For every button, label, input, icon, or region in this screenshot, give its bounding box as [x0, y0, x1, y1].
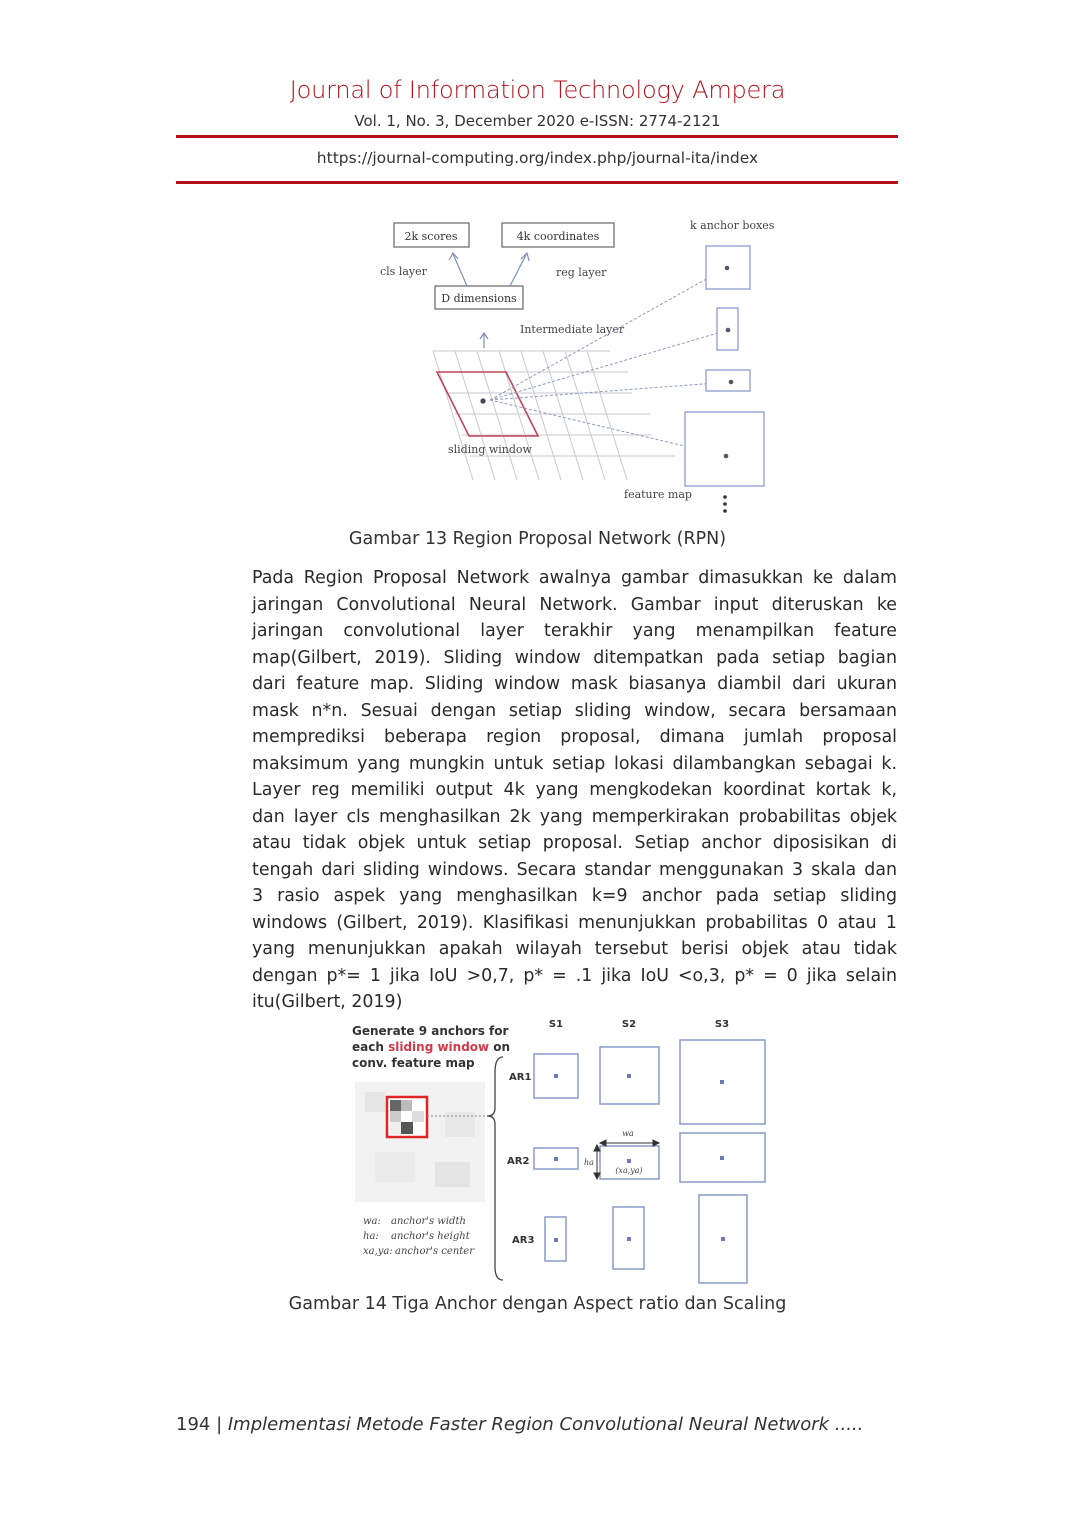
anchor-box-square-large [685, 412, 764, 486]
fig14-title-line3: conv. feature map [352, 1056, 475, 1070]
header-rule-bottom [176, 181, 898, 184]
anchor-box-wide [706, 370, 750, 391]
body-paragraph [252, 565, 897, 1016]
fig14-legend [363, 1216, 475, 1257]
body-line: mask n*n. Sesuai dengan setiap sliding window, secara bersamaan [252, 700, 897, 721]
svg-text:ha:: ha: [363, 1231, 379, 1242]
figure-14-caption: Gambar 14 Tiga Anchor dengan Aspect ratio dan Scaling [288, 1294, 787, 1314]
sliding-window-highlight: sliding window [388, 1040, 490, 1054]
page-footer [176, 1414, 863, 1435]
svg-text:anchor's width: anchor's width [391, 1216, 466, 1227]
width-dim-label: wa [622, 1129, 634, 1138]
figure-13-caption: Gambar 13 Region Proposal Network (RPN) [348, 529, 727, 549]
footer-separator: | [210, 1414, 228, 1435]
anchor-boxes-label: k anchor boxes [690, 219, 775, 232]
aspect-ratio-label-ar2: AR2 [507, 1156, 530, 1167]
sliding-window-center [480, 398, 485, 403]
coordinates-box [502, 223, 614, 247]
header-rule-top [176, 135, 898, 138]
reg-layer-label: reg layer [556, 266, 607, 279]
body-line: Pada Region Proposal Network awalnya gambar dimasukkan ke dalam [252, 568, 897, 588]
svg-text:anchor's height: anchor's height [391, 1231, 470, 1242]
aspect-ratio-label-ar1: AR1 [509, 1072, 532, 1083]
body-line: yang menunjukkan apakah wilayah tersebut berisi objek atau tidak [252, 939, 897, 959]
figure-13-rpn-diagram [370, 210, 780, 520]
body-line: jaringan convolutional layer terakhir yang menampilkan feature [252, 621, 897, 641]
scale-label-s2: S2 [621, 1019, 637, 1030]
svg-text:2k scores: 2k scores [404, 230, 458, 243]
svg-text:anchor's center: anchor's center [395, 1246, 474, 1257]
page-number: 194 [176, 1414, 211, 1435]
body-line: maksimum yang mungkin untuk setiap lokasi dilambangkan sebagai k. [252, 753, 897, 774]
svg-text:wa:: wa: [363, 1216, 381, 1227]
figure-14-anchors-diagram [345, 1012, 775, 1287]
aspect-ratio-label-ar3: AR3 [512, 1235, 535, 1246]
curly-brace [487, 1057, 503, 1280]
svg-text:xa,ya:: xa,ya: [363, 1246, 393, 1257]
sliding-window-label: sliding window [448, 443, 532, 456]
volume-issn-line: Vol. 1, No. 3, December 2020 e-ISSN: 2774-2121 [354, 112, 721, 130]
cls-layer-label: cls layer [380, 265, 427, 278]
feature-map-label: feature map [624, 488, 692, 501]
svg-text:4k coordinates: 4k coordinates [516, 230, 600, 243]
journal-title: Journal of Information Technology Ampera [289, 76, 786, 104]
fig14-title-line1: Generate 9 anchors for [352, 1024, 509, 1038]
journal-url[interactable]: https://journal-computing.org/index.php/journal-ita/index [316, 149, 759, 167]
body-line: itu(Gilbert, 2019) [252, 992, 403, 1012]
anchor-grid [534, 1040, 765, 1283]
body-line: jaringan Convolutional Neural Network. Gambar input diteruskan ke [252, 594, 897, 615]
scale-label-s3: S3 [714, 1019, 730, 1030]
body-line: tengah dari sliding windows. Secara standar menggunakan 3 skala dan [252, 859, 897, 880]
svg-text:D dimensions: D dimensions [441, 292, 517, 305]
height-dim-label: ha [584, 1158, 594, 1167]
body-line: dan layer cls menghasilkan 2k yang memperkirakan probabilitas objek [252, 806, 897, 827]
body-line: windows (Gilbert, 2019). Klasifikasi menunjukkan probabilitas 0 atau 1 [252, 912, 897, 933]
body-line: memprediksi beberapa region proposal, dimana jumlah proposal [252, 727, 897, 747]
anchor-boxes [685, 246, 764, 486]
intermediate-layer-label: Intermediate layer [520, 323, 625, 336]
body-line: atau tidak objek untuk setiap proposal. Setiap anchor diposisikan di [252, 833, 897, 853]
fig14-title-line2: each sliding window on [352, 1040, 511, 1054]
center-dim-label: (xa,ya) [615, 1166, 643, 1175]
conv-feature-map [355, 1082, 485, 1202]
scores-box [394, 223, 469, 247]
body-line: Layer reg memiliki output 4k yang mengkodekan koordinat kortak k, [252, 780, 897, 800]
scale-label-s1: S1 [548, 1019, 564, 1030]
d-dimensions-box [435, 286, 523, 309]
body-line: dengan p*= 1 jika IoU >0,7, p* = .1 jika IoU <o,3, p* = 0 jika selain [252, 965, 897, 986]
body-line: map(Gilbert, 2019). Sliding window ditempatkan pada setiap bagian [252, 647, 897, 668]
body-line: 3 rasio aspek yang menghasilkan k=9 anchor pada setiap sliding [252, 886, 897, 906]
body-line: dari feature map. Sliding window mask biasanya diambil dari ukuran [252, 674, 897, 694]
running-title: Implementasi Metode Faster Region Convolutional Neural Network ..... [227, 1414, 864, 1435]
ellipsis-dots-icon [723, 495, 727, 513]
